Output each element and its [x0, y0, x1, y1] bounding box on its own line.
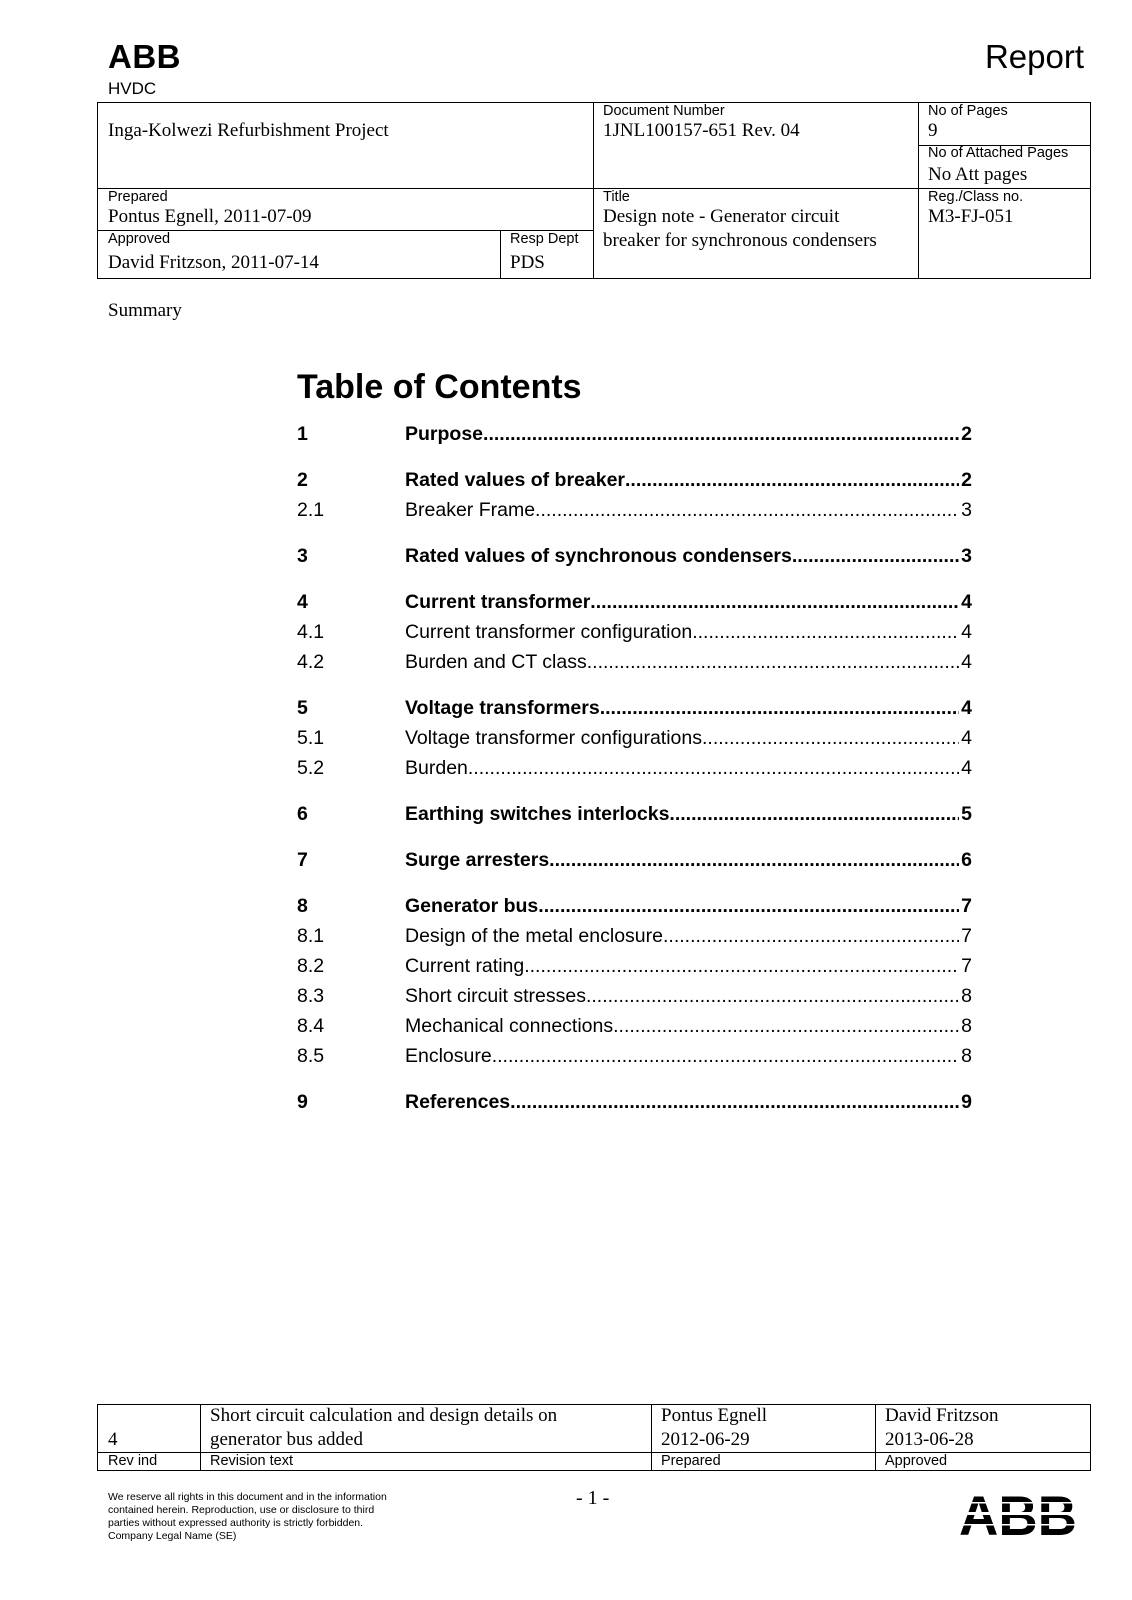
toc-entry[interactable] — [297, 649, 972, 675]
toc-dot-leader — [702, 725, 959, 751]
toc-entry-body — [405, 467, 972, 493]
toc-dot-leader — [586, 983, 959, 1009]
toc-entry-page: 8 — [961, 1015, 972, 1037]
toc-entry-number: 7 — [297, 849, 308, 871]
toc-dot-leader — [510, 1089, 959, 1115]
division-name: HVDC — [108, 79, 157, 98]
toc-dot-leader — [483, 421, 959, 447]
toc-entry-title: Current transformer — [405, 591, 591, 613]
toc-entry-page: 4 — [961, 651, 972, 673]
page-number: - 1 - — [576, 1487, 610, 1509]
toc-entry-body — [405, 1043, 972, 1069]
toc-entry-body — [405, 1013, 972, 1039]
revision-divider — [875, 1404, 876, 1471]
revision-prepared-date: 2012-06-29 — [661, 1429, 750, 1450]
toc-dot-leader — [625, 467, 959, 493]
toc-entry-title: References — [405, 1091, 511, 1113]
prepared-label: Prepared — [108, 189, 168, 205]
toc-entry-body — [405, 1089, 972, 1115]
toc-entry-page: 4 — [961, 591, 972, 613]
toc-dot-leader — [792, 543, 959, 569]
toc-entry-number: 5.1 — [297, 727, 325, 749]
toc-entry-title: Design of the metal enclosure — [405, 925, 663, 947]
toc-entry[interactable] — [297, 755, 972, 781]
document-type: Report — [984, 38, 1084, 75]
rev-ind-label: Rev ind — [108, 1453, 158, 1469]
toc-entry-body — [405, 953, 972, 979]
toc-dot-leader — [538, 893, 959, 919]
toc-entry-title: Mechanical connections — [405, 1015, 614, 1037]
toc-dot-leader — [524, 953, 959, 979]
toc-entry[interactable] — [297, 421, 972, 447]
toc-entry-number: 4.1 — [297, 621, 325, 643]
toc-entry-page: 6 — [961, 849, 972, 871]
approved-value: David Fritzson, 2011-07-14 — [108, 252, 319, 273]
toc-dot-leader — [600, 695, 959, 721]
resp-dept-label: Resp Dept — [510, 231, 579, 247]
toc-entry-body — [405, 983, 972, 1009]
toc-dot-leader — [535, 497, 959, 523]
toc-dot-leader — [492, 1043, 959, 1069]
info-divider — [918, 102, 919, 279]
toc-entry[interactable] — [297, 467, 972, 493]
toc-entry-body — [405, 725, 972, 751]
toc-entry-number: 5 — [297, 697, 308, 719]
toc-entry-page: 5 — [961, 803, 972, 825]
toc-entry-title: Purpose — [405, 423, 484, 445]
toc-entry[interactable] — [297, 1089, 972, 1115]
toc-entry-page: 4 — [961, 727, 972, 749]
toc-entry-number: 2.1 — [297, 499, 325, 521]
prepared-value: Pontus Egnell, 2011-07-09 — [108, 206, 312, 227]
toc-entry-page: 7 — [961, 895, 972, 917]
toc-entry-title: Current rating — [405, 955, 525, 977]
toc-entry-number: 9 — [297, 1091, 308, 1113]
pages-label: No of Pages — [928, 103, 1008, 119]
toc-entry[interactable] — [297, 953, 972, 979]
attached-pages-value: No Att pages — [928, 164, 1028, 185]
legal-notice: We reserve all rights in this document and in the information contained herein. Reproduction, use or disclosure to third parties without expressed authority is strictly forbidden. Company Legal Name (SE) — [108, 1491, 387, 1542]
toc-entry-body — [405, 619, 972, 645]
toc-entry-page: 3 — [961, 499, 972, 521]
toc-dot-leader — [663, 923, 959, 949]
toc-entry-number: 8.5 — [297, 1045, 325, 1067]
toc-entry-title: Voltage transformers — [405, 697, 600, 719]
summary-heading: Summary — [108, 300, 182, 321]
toc-entry[interactable] — [297, 619, 972, 645]
pages-value: 9 — [928, 120, 938, 141]
toc-entry-title: Breaker Frame — [405, 499, 536, 521]
toc-entry-page: 7 — [961, 925, 972, 947]
toc-entry-number: 4.2 — [297, 651, 325, 673]
toc-entry-title: Voltage transformer configurations — [405, 727, 702, 749]
revision-divider — [651, 1404, 652, 1471]
toc-entry-page: 8 — [961, 1045, 972, 1067]
toc-entry-number: 5.2 — [297, 757, 325, 779]
toc-entry-page: 7 — [961, 955, 972, 977]
revision-prepared-name: Pontus Egnell — [661, 1405, 768, 1426]
toc-entry-title: Surge arresters — [405, 849, 550, 871]
toc-entry-title: Generator bus — [405, 895, 539, 917]
toc-dot-leader — [613, 1013, 959, 1039]
doc-number: 1JNL100157-651 Rev. 04 — [603, 120, 800, 141]
toc-entry-number: 8.1 — [297, 925, 325, 947]
toc-entry-body — [405, 801, 972, 827]
toc-entry-number: 3 — [297, 545, 308, 567]
approved-label: Approved — [108, 231, 171, 247]
info-divider — [500, 230, 501, 279]
toc-entry-body — [405, 649, 972, 675]
revision-text-line-2: generator bus added — [210, 1429, 363, 1450]
revision-approved-date: 2013-06-28 — [885, 1429, 974, 1450]
toc-entry-page: 2 — [961, 423, 972, 445]
toc-entry-body — [405, 923, 972, 949]
project-name: Inga-Kolwezi Refurbishment Project — [108, 120, 389, 141]
toc-entry-number: 8 — [297, 895, 308, 917]
doc-number-label: Document Number — [603, 103, 725, 119]
toc-entry-title: Burden and CT class — [405, 651, 587, 673]
reg-class-value: M3-FJ-051 — [928, 206, 1014, 227]
toc-dot-leader — [468, 755, 959, 781]
toc-entry-number: 8.4 — [297, 1015, 325, 1037]
toc-entry-number: 6 — [297, 803, 308, 825]
title-label: Title — [603, 189, 630, 205]
title-line-2: breaker for synchronous condensers — [603, 230, 877, 251]
toc-entry[interactable] — [297, 1043, 972, 1069]
toc-entry-page: 4 — [961, 757, 972, 779]
company-name: ABB — [108, 38, 181, 75]
toc-entry-page: 2 — [961, 469, 972, 491]
toc-entry[interactable] — [297, 695, 972, 721]
toc-entry-title: Rated values of synchronous condensers — [405, 545, 792, 567]
toc-entry[interactable] — [297, 847, 972, 873]
toc-entry-page: 9 — [961, 1091, 972, 1113]
toc-dot-leader — [692, 619, 959, 645]
toc-entry[interactable] — [297, 589, 972, 615]
toc-entry-body — [405, 893, 972, 919]
toc-entry[interactable] — [297, 923, 972, 949]
toc-title: Table of Contents — [297, 368, 582, 406]
toc-entry-page: 8 — [961, 985, 972, 1007]
toc-entry-page: 4 — [961, 697, 972, 719]
attached-pages-label: No of Attached Pages — [928, 145, 1069, 161]
revision-divider — [200, 1404, 201, 1471]
toc-dot-leader — [669, 801, 959, 827]
toc-entry-number: 4 — [297, 591, 308, 613]
toc-entry-body — [405, 847, 972, 873]
toc-entry-body — [405, 755, 972, 781]
toc-entry-body — [405, 421, 972, 447]
toc-entry-page: 3 — [961, 545, 972, 567]
toc-entry[interactable] — [297, 983, 972, 1009]
toc-entry[interactable] — [297, 543, 972, 569]
toc-entry-number: 2 — [297, 469, 308, 491]
toc-dot-leader — [587, 649, 959, 675]
toc-entry[interactable] — [297, 801, 972, 827]
toc-entry-title: Rated values of breaker — [405, 469, 626, 491]
toc-dot-leader — [549, 847, 959, 873]
toc-entry-number: 8.2 — [297, 955, 325, 977]
toc-entry-body — [405, 497, 972, 523]
revision-prepared-label: Prepared — [661, 1453, 721, 1469]
info-divider — [593, 102, 594, 279]
reg-class-label: Reg./Class no. — [928, 189, 1024, 205]
toc-entry-title: Current transformer configuration — [405, 621, 693, 643]
toc-entry[interactable] — [297, 1013, 972, 1039]
toc-entry-number: 8.3 — [297, 985, 325, 1007]
toc-entry[interactable] — [297, 893, 972, 919]
toc-dot-leader — [590, 589, 959, 615]
toc-entry-title: Earthing switches interlocks — [405, 803, 670, 825]
revision-text-line-1: Short circuit calculation and design details on — [210, 1405, 558, 1426]
resp-dept-value: PDS — [510, 252, 545, 273]
title-line-1: Design note - Generator circuit — [603, 206, 840, 227]
revision-approved-name: David Fritzson — [885, 1405, 999, 1426]
toc-entry-body — [405, 695, 972, 721]
toc-entry-page: 4 — [961, 621, 972, 643]
toc-entry-title: Enclosure — [405, 1045, 492, 1067]
toc-entry-title: Burden — [405, 757, 468, 779]
toc-entry[interactable] — [297, 497, 972, 523]
revision-approved-label: Approved — [885, 1453, 948, 1469]
revision-index: 4 — [108, 1429, 118, 1450]
toc-entry-body — [405, 589, 972, 615]
revision-text-label: Revision text — [210, 1453, 294, 1469]
toc-entry-number: 1 — [297, 423, 308, 445]
toc-entry[interactable] — [297, 725, 972, 751]
abb-logo — [958, 1490, 1078, 1538]
toc-entry-title: Short circuit stresses — [405, 985, 586, 1007]
toc-entry-body — [405, 543, 972, 569]
